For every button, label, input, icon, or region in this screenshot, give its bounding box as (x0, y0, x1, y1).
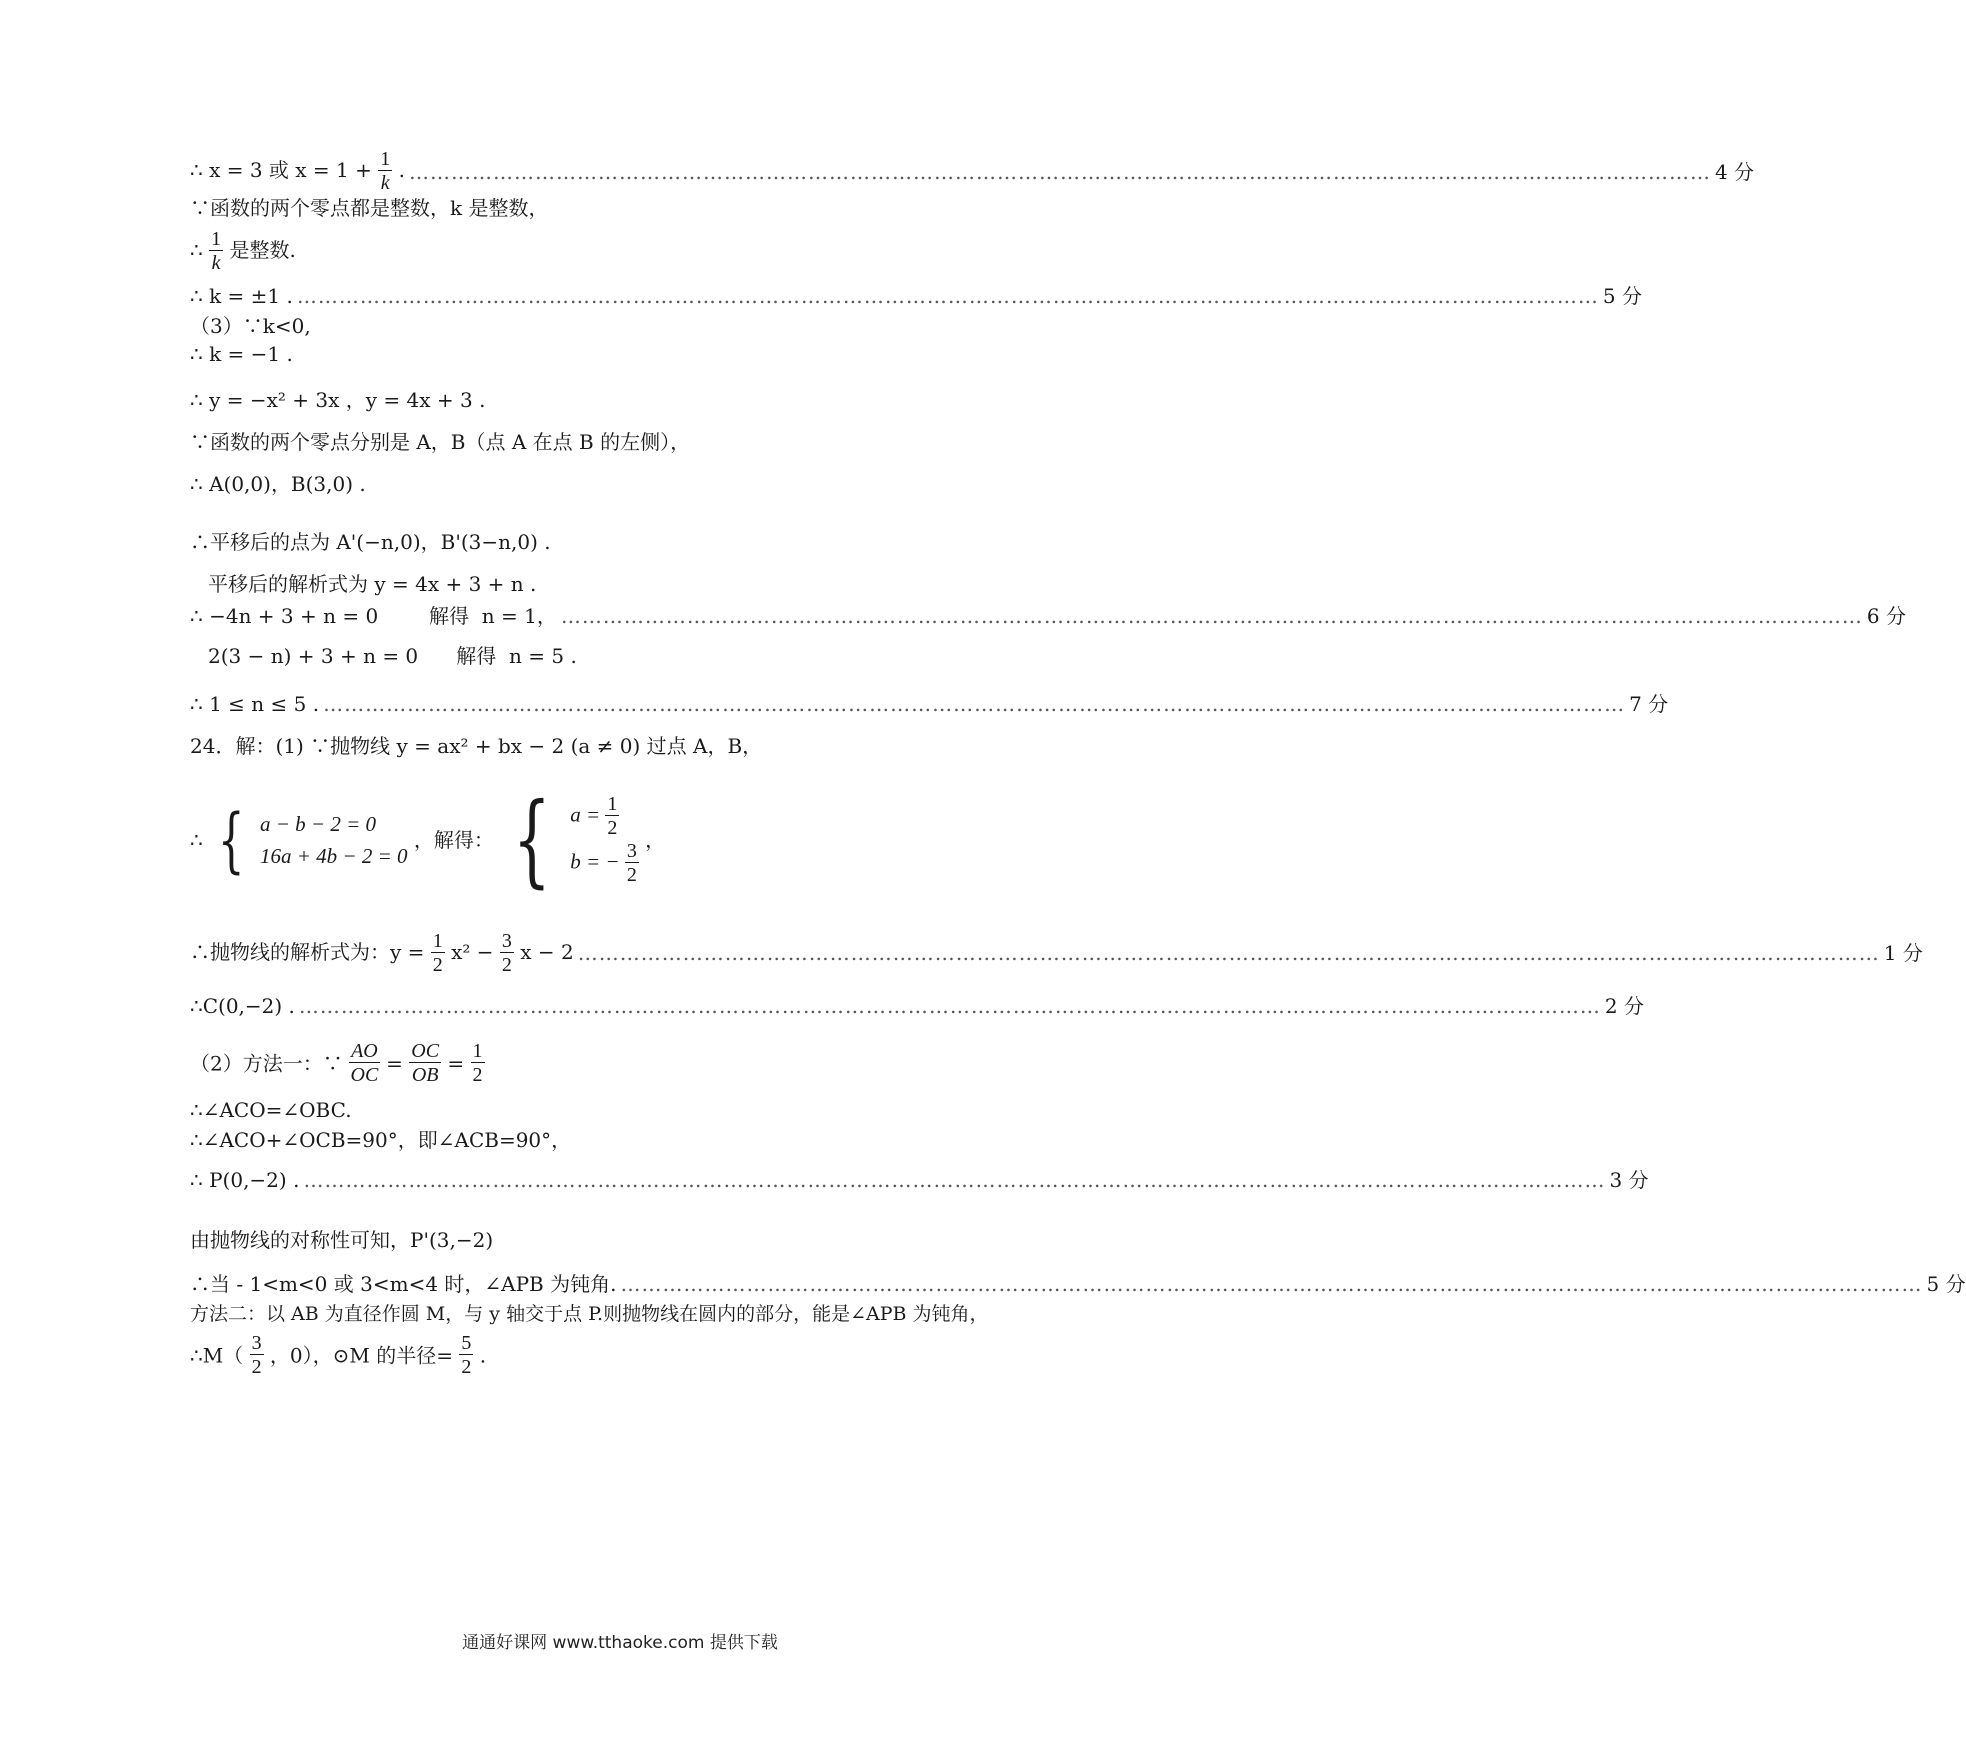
fraction-numerator: 3 (626, 840, 637, 862)
fraction-denominator: OB (411, 1064, 439, 1086)
score-label: 4 分 (1714, 159, 1755, 184)
line-tail: . (398, 158, 405, 182)
line-text: ∴ P(0,−2) . (190, 1168, 300, 1192)
solution-line-points-ab (190, 470, 1050, 498)
line-text: ∴ k = ±1 . (190, 284, 293, 308)
fraction-1-over-k (209, 228, 223, 275)
fraction-denominator: 2 (501, 953, 512, 976)
score-label: 1 分 (1883, 941, 1923, 965)
solution-line-integer-zeros (190, 194, 1050, 222)
solution-line-zero-points (190, 428, 1050, 456)
fraction-half (431, 930, 445, 977)
line-text: ∴抛物线的解析式为：y = (190, 939, 431, 964)
leader-dots: …………………………………………………………………………………………………………………………………………………………………… (577, 941, 1880, 965)
equals-sign: = (447, 1051, 465, 1076)
score-label: 6 分 (1866, 604, 1906, 628)
solution-line-point-c (190, 992, 1645, 1020)
solution-line-part3 (190, 312, 1050, 340)
fraction-numerator: 1 (211, 228, 222, 250)
line-tail: . (479, 1343, 487, 1368)
line-tail: x − 2 (520, 939, 574, 964)
fraction-denominator: 2 (626, 864, 637, 886)
fraction-numerator: OC (411, 1040, 440, 1062)
solution-line-method-two (190, 1300, 1050, 1328)
solution-line-translated-points (190, 528, 1050, 556)
page-footer: 通通好课网 www.tthaoke.com 提供下载 (462, 1633, 778, 1653)
solution-a (570, 793, 639, 840)
left-brace: { (218, 799, 245, 881)
line-text: ∴∠ACO=∠OBC. (190, 1098, 352, 1122)
solution-line-functions (190, 386, 1050, 414)
line-text: （2）方法一：∵ (190, 1051, 343, 1076)
fraction-numerator: 3 (251, 1332, 262, 1354)
score-label: 2 分 (1604, 994, 1645, 1018)
fraction-a (605, 793, 619, 840)
leader-dots: …………………………………………………………………………………………………………………………………………………………………… (296, 284, 1599, 308)
fraction-denominator: k (211, 252, 221, 274)
line-text: ∴∠ACO+∠OCB=90°，即∠ACB=90°， (190, 1128, 572, 1152)
line-text: ∴当 - 1<m<0 或 3<m<4 时，∠APB 为钝角. (190, 1272, 617, 1296)
solution-line-reciprocal-integer (190, 228, 1050, 275)
fraction-denominator: 2 (461, 1356, 472, 1378)
therefore-symbol: ∴ (190, 828, 203, 852)
line-text: 方法二：以 AB 为直径作圆 M，与 y 轴交于点 P.则抛物线在圆内的部分，能是∠APB 为钝角， (190, 1303, 989, 1325)
fraction-numerator: AO (351, 1040, 378, 1062)
solution-line-equation-system (190, 781, 1050, 900)
line-text: ∴ 1 ≤ n ≤ 5 . (190, 692, 320, 716)
line-text: ∴M（ (190, 1343, 244, 1368)
line-text: ∴ k = −1 . (190, 342, 293, 366)
therefore-symbol: ∴ (190, 238, 203, 262)
line-text: 2(3 − n) + 3 + n = 0 解得 n = 5 . (208, 644, 577, 668)
equation-system (260, 808, 408, 872)
line-text: ∴C(0,−2) . (190, 994, 295, 1018)
fraction-half (471, 1040, 485, 1087)
solution-line-question24 (190, 732, 1050, 760)
line-text: ∴ y = −x² + 3x ，y = 4x + 3 . (190, 388, 486, 412)
line-text: （3）∵k<0, (190, 314, 311, 338)
leader-dots: …………………………………………………………………………………………………………………………………………………………………… (408, 159, 1711, 184)
line-text: 平移后的解析式为 y = 4x + 3 + n . (208, 572, 537, 596)
solution-line-n-equals-1 (190, 602, 1906, 630)
b-label: b = − (570, 849, 620, 874)
solution-line-method-one (190, 1040, 1050, 1094)
line-text: ∴ x = 3 或 x = 1 + (190, 158, 379, 182)
leader-dots: …………………………………………………………………………………………………………………………………………………………………… (303, 1168, 1606, 1192)
line-text: 24．解：(1) ∵抛物线 y = ax² + bx − 2 (a ≠ 0) 过点 A，B， (190, 734, 763, 758)
leader-dots: …………………………………………………………………………………………………………………………………………………………………… (298, 994, 1601, 1018)
line-text: ∵函数的两个零点分别是 A，B（点 A 在点 B 的左侧）， (190, 430, 691, 454)
solution-line-parabola-expression (190, 928, 1923, 978)
line-mid: x² − (451, 939, 500, 964)
leader-dots: …………………………………………………………………………………………………………………………………………………………………… (620, 1272, 1923, 1296)
fraction-numerator: 1 (607, 793, 618, 815)
solution-line-k-negative (190, 340, 1050, 368)
fraction-numerator: 5 (461, 1332, 472, 1354)
fraction-denominator: 2 (607, 817, 618, 839)
fraction-denominator: 2 (251, 1356, 262, 1378)
line-text: ∴ A(0,0)，B(3,0) . (190, 472, 366, 496)
leader-dots: …………………………………………………………………………………………………………………………………………………………………… (560, 604, 1863, 628)
fraction-1-over-k (378, 148, 392, 195)
fraction-denominator: k (380, 172, 390, 194)
solution-line-translated-expression (208, 570, 1068, 598)
line-text: ∴ −4n + 3 + n = 0 解得 n = 1， (190, 604, 557, 628)
solution-line-angle-equal (190, 1096, 1050, 1124)
fraction-denominator: 2 (472, 1064, 483, 1086)
score-label: 5 分 (1602, 284, 1642, 308)
solution-line-right-angle (190, 1126, 1050, 1154)
equals-sign: = (386, 1051, 403, 1076)
solution-line-n-range (190, 690, 1669, 718)
fraction-denominator: OC (350, 1064, 379, 1086)
a-label: a = (570, 802, 601, 827)
solution-line-obtuse-range (190, 1270, 1966, 1298)
fraction-oc-ob (409, 1040, 441, 1087)
solution-line-circle-center (190, 1332, 1050, 1388)
solution-line-symmetry (190, 1226, 1050, 1254)
fraction-five-halves (459, 1332, 473, 1379)
fraction-numerator: 1 (432, 929, 443, 952)
solution-line-x-values (190, 148, 1755, 195)
solution-system (570, 793, 639, 887)
line-tail: 是整数. (229, 238, 296, 262)
score-label: 7 分 (1629, 692, 1669, 716)
leader-dots: …………………………………………………………………………………………………………………………………………………………………… (323, 692, 1626, 716)
score-label: 3 分 (1609, 1168, 1649, 1192)
fraction-three-halves (500, 930, 514, 977)
score-label: 5 分 (1926, 1272, 1966, 1296)
line-mid: ，0），⊙M 的半径= (269, 1343, 453, 1368)
fraction-numerator: 1 (380, 148, 391, 170)
fraction-ao-oc (349, 1040, 380, 1087)
line-text: ∵函数的两个零点都是整数，k 是整数， (190, 196, 549, 220)
fraction-three-halves (250, 1332, 264, 1379)
solution-line-point-p (190, 1166, 1649, 1194)
line-tail: ， (645, 828, 666, 852)
solution-line-k-value (190, 282, 1642, 310)
equation-1: a − b − 2 = 0 (260, 812, 377, 836)
fraction-denominator: 2 (432, 953, 443, 976)
solve-label: ，解得： (413, 828, 494, 852)
line-text: ∴平移后的点为 A'(−n,0)，B'(3−n,0) . (190, 530, 551, 554)
fraction-numerator: 1 (472, 1040, 483, 1062)
solution-line-n-equals-5 (208, 642, 1068, 670)
fraction-numerator: 3 (501, 929, 512, 952)
left-brace: { (512, 781, 552, 898)
fraction-b (625, 840, 639, 887)
equation-2: 16a + 4b − 2 = 0 (260, 844, 408, 868)
line-text: 由抛物线的对称性可知，P'(3,−2) (190, 1228, 494, 1252)
solution-b (570, 840, 639, 887)
